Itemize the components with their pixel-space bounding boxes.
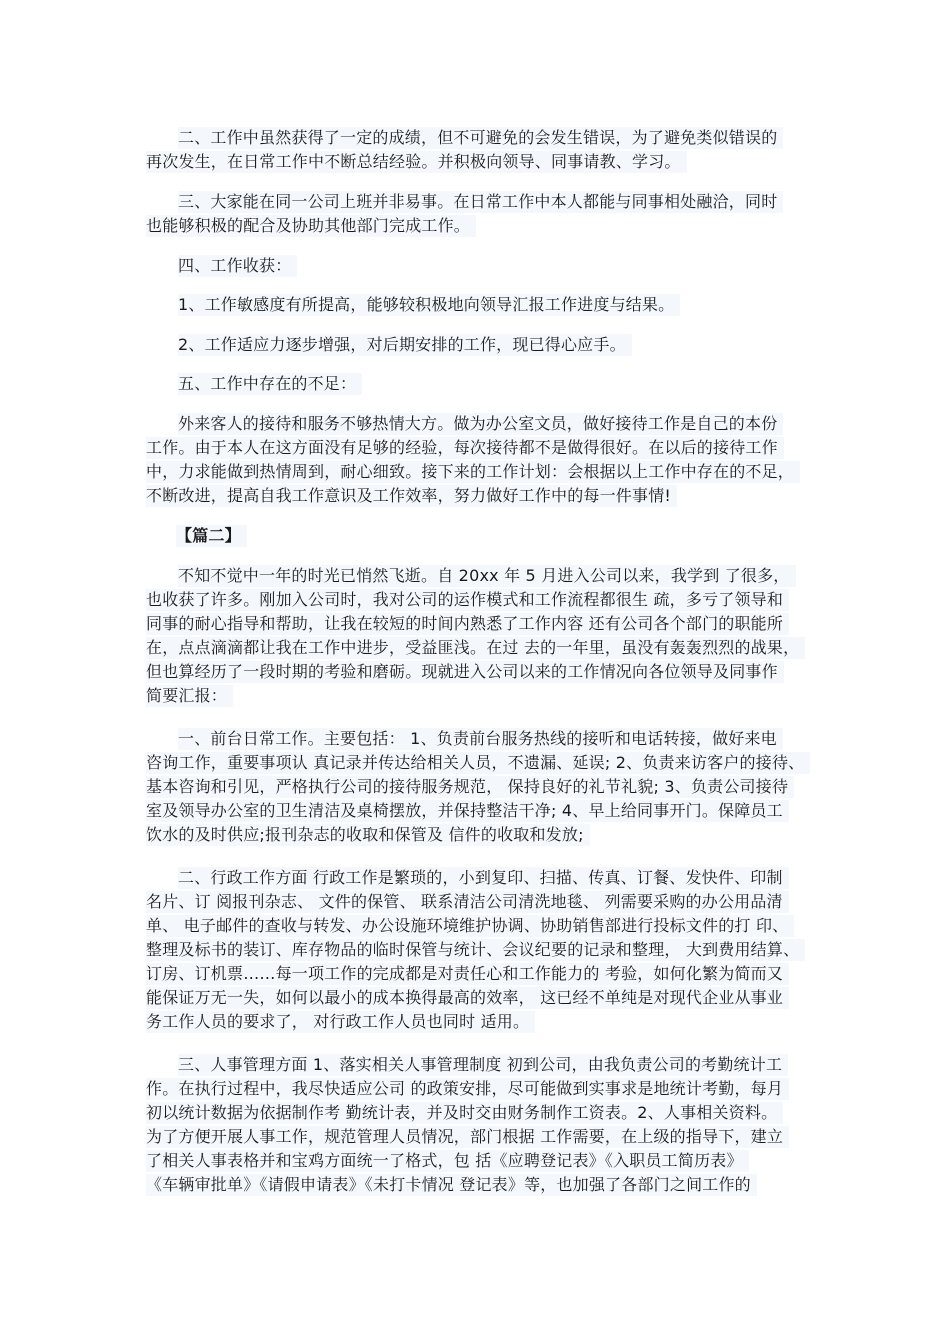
text-line: 单、 电子邮件的查收与转发、办公设施环境维护协调、协助销售部进行投标文件的打 印、 <box>146 915 794 937</box>
text-line: 初以统计数据为依据制作考 勤统计表，并及时交由财务制作工资表。2、人事相关资料。 <box>146 1102 783 1124</box>
text-line: 五、工作中存在的不足： <box>178 373 362 395</box>
text-line: 1、工作敏感度有所提高，能够较积极地向领导汇报工作进度与结果。 <box>178 294 680 316</box>
text-line: 务工作人员的要求了， 对行政工作人员也同时 适用。 <box>146 1011 535 1033</box>
text-line: 作。在执行过程中，我尽快适应公司 的政策安排，尽可能做到实事求是地统计考勤，每月 <box>146 1078 789 1100</box>
text-line: 工作。由于本人在这方面没有足够的经验，每次接待都不是做得很好。在以后的接待工作 <box>146 437 784 459</box>
text-line: 简要汇报： <box>146 685 233 707</box>
text-line: 《车辆审批单》《请假申请表》《未打卡情况 登记表》等，也加强了各部门之间工作的 <box>146 1174 757 1196</box>
text-line: 也收获了许多。刚加入公司时，我对公司的运作模式和工作流程都很生 疏，多亏了领导和 <box>146 589 789 611</box>
text-line: 但也算经历了一段时期的考验和磨砺。现就进入公司以来的工作情况向各位领导及同事作 <box>146 661 784 683</box>
text-line: 订房、订机票……每一项工作的完成都是对责任心和工作能力的 考验，如何化繁为简而又 <box>146 963 789 985</box>
text-line: 外来客人的接待和服务不够热情大方。做为办公室文员，做好接待工作是自己的本份 <box>178 413 783 435</box>
section-heading: 【篇二】 <box>176 525 247 547</box>
text-line: 也能够积极的配合及协助其他部门完成工作。 <box>146 215 476 237</box>
text-line: 了相关人事表格并和宝鸡方面统一了格式，包 括《应聘登记表》《入职员工简历表》 <box>146 1150 749 1172</box>
text-line: 基本咨询和引见，严格执行公司的接待服务规范， 保持良好的礼节礼貌; 3、负责公司接待 <box>146 776 794 798</box>
text-line: 咨询工作，重要事项认 真记录并传达给相关人员，不遗漏、延误; 2、负责来访客户的接待、 <box>146 752 810 774</box>
text-line: 同事的耐心指导和帮助，让我在较短的时间内熟悉了工作内容 还有公司各个部门的职能所 <box>146 613 789 635</box>
text-line: 整理及标书的装订、库存物品的临时保管与统计、会议纪要的记录和整理， 大到费用结算、 <box>146 939 805 961</box>
text-line: 三、人事管理方面 1、落实相关人事管理制度 初到公司，由我负责公司的考勤统计工 <box>178 1054 788 1076</box>
text-line: 三、大家能在同一公司上班并非易事。在日常工作中本人都能与同事相处融洽，同时 <box>178 191 783 213</box>
text-line: 不断改进，提高自我工作意识及工作效率，努力做好工作中的每一件事情! <box>146 485 677 507</box>
text-line: 能保证万无一失，如何以最小的成本换得最高的效率， 这已经不单纯是对现代企业从事业 <box>146 987 789 1009</box>
text-line: 二、工作中虽然获得了一定的成绩，但不可避免的会发生错误，为了避免类似错误的 <box>178 127 783 149</box>
text-line: 室及领导办公室的卫生清洁及桌椅摆放，并保持整洁干净; 4、早上给同事开门。保障员工 <box>146 800 789 822</box>
text-line: 名片、订 阅报刊杂志、 文件的保管、 联系清洁公司清洗地毯、 列需要采购的办公用品清 <box>146 891 789 913</box>
text-line: 在，点点滴滴都让我在工作中进步，受益匪浅。在过 去的一年里，虽没有轰轰烈烈的战果， <box>146 637 805 659</box>
text-line: 一、前台日常工作。主要包括： 1、负责前台服务热线的接听和电话转接，做好来电 <box>178 728 783 750</box>
text-line: 不知不觉中一年的时光已悄然飞逝。自 20xx 年 5 月进入公司以来，我学到 了很多， <box>178 565 796 587</box>
text-line: 为了方便开展人事工作，规范管理人员情况，部门根据 工作需要，在上级的指导下，建立 <box>146 1126 789 1148</box>
text-line: 2、工作适应力逐步增强，对后期安排的工作，现已得心应手。 <box>178 334 632 356</box>
text-line: 饮水的及时供应;报刊杂志的收取和保管及 信件的收取和发放; <box>146 824 590 846</box>
text-line: 四、工作收获： <box>178 255 297 277</box>
text-line: 二、行政工作方面 行政工作是繁琐的，小到复印、扫描、传真、订餐、发快件、印制 <box>178 867 789 889</box>
text-line: 中，力求能做到热情周到，耐心细致。接下来的工作计划：会根据以上工作中存在的不足， <box>146 461 800 483</box>
text-line: 再次发生，在日常工作中不断总结经验。并积极向领导、同事请教、学习。 <box>146 151 687 173</box>
